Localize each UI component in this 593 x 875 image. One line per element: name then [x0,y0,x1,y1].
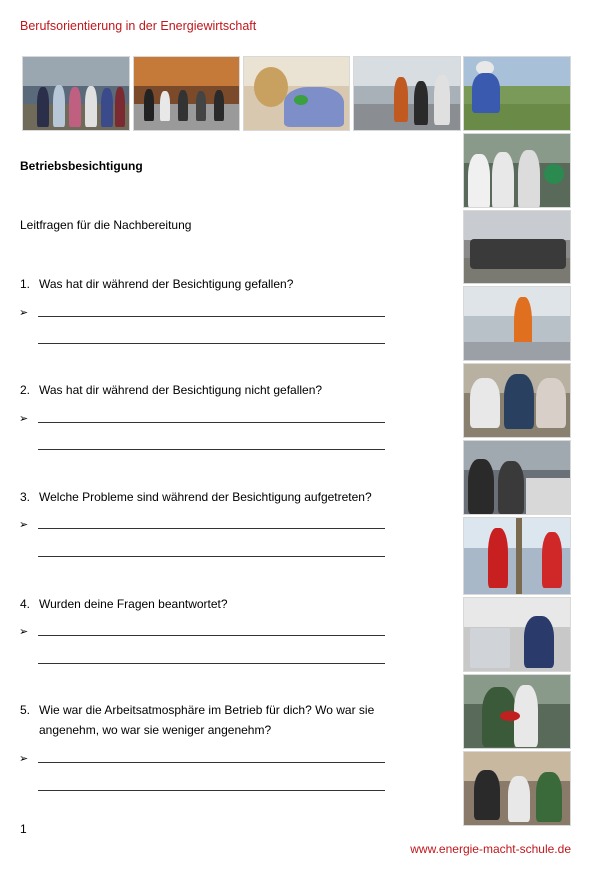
question-2 [20,380,420,400]
question-text: Was hat dir während der Besichtigung gefallen? [39,277,294,291]
arrow-bullet-icon: ➢ [19,307,29,319]
arrow-bullet-icon: ➢ [19,753,29,765]
question-text: Wie war die Arbeitsatmosphäre im Betrieb für dich? Wo war sie angenehm, wo war sie weniger angenehm? [39,703,375,737]
answer-line [38,790,385,791]
photo-soldering-girl [243,56,350,131]
arrow-bullet-icon: ➢ [19,626,29,638]
answer-line [38,635,385,636]
question-text: Welche Probleme sind während der Besichtigung aufgetreten? [39,490,372,504]
answer-line [38,316,385,317]
photo-lab-benches [463,597,571,672]
answer-line [38,449,385,450]
photo-lab-trainees [353,56,461,131]
section-title: Betriebsbesichtigung [20,159,143,173]
photo-drill-trainee [463,674,571,749]
photo-students-desk [463,363,571,438]
question-number: 5. [20,703,31,717]
photo-computer-lab [463,440,571,515]
answer-line [38,343,385,344]
arrow-bullet-icon: ➢ [19,413,29,425]
answer-line [38,528,385,529]
question-text: Wurden deine Fragen beantwortet? [39,597,228,611]
question-number: 2. [20,383,31,397]
page-number: 1 [20,822,27,836]
question-number: 1. [20,277,31,291]
header-title: Berufsorientierung in der Energiewirtschaft [20,19,257,33]
photo-students-group [22,56,130,131]
question-1 [20,274,420,294]
photo-group-in-front-of-plant [463,210,571,284]
photo-climber-outdoor [463,56,571,131]
photo-electronics-bench [463,751,571,826]
answer-line [38,422,385,423]
photo-trainees-machine [463,133,571,208]
answer-line [38,556,385,557]
answer-line [38,762,385,763]
question-text: Was hat dir während der Besichtigung nicht gefallen? [39,383,323,397]
photo-apprentice-workshop [463,286,571,361]
section-subtitle: Leitfragen für die Nachbereitung [20,218,192,232]
arrow-bullet-icon: ➢ [19,519,29,531]
question-5 [20,700,420,740]
footer-url: www.energie-macht-schule.de [410,842,571,856]
photo-pole-climbers [463,517,571,595]
question-number: 3. [20,490,31,504]
question-number: 4. [20,597,31,611]
question-4 [20,594,420,614]
photo-exhibition-hall [133,56,240,131]
question-3 [20,487,420,507]
answer-line [38,663,385,664]
